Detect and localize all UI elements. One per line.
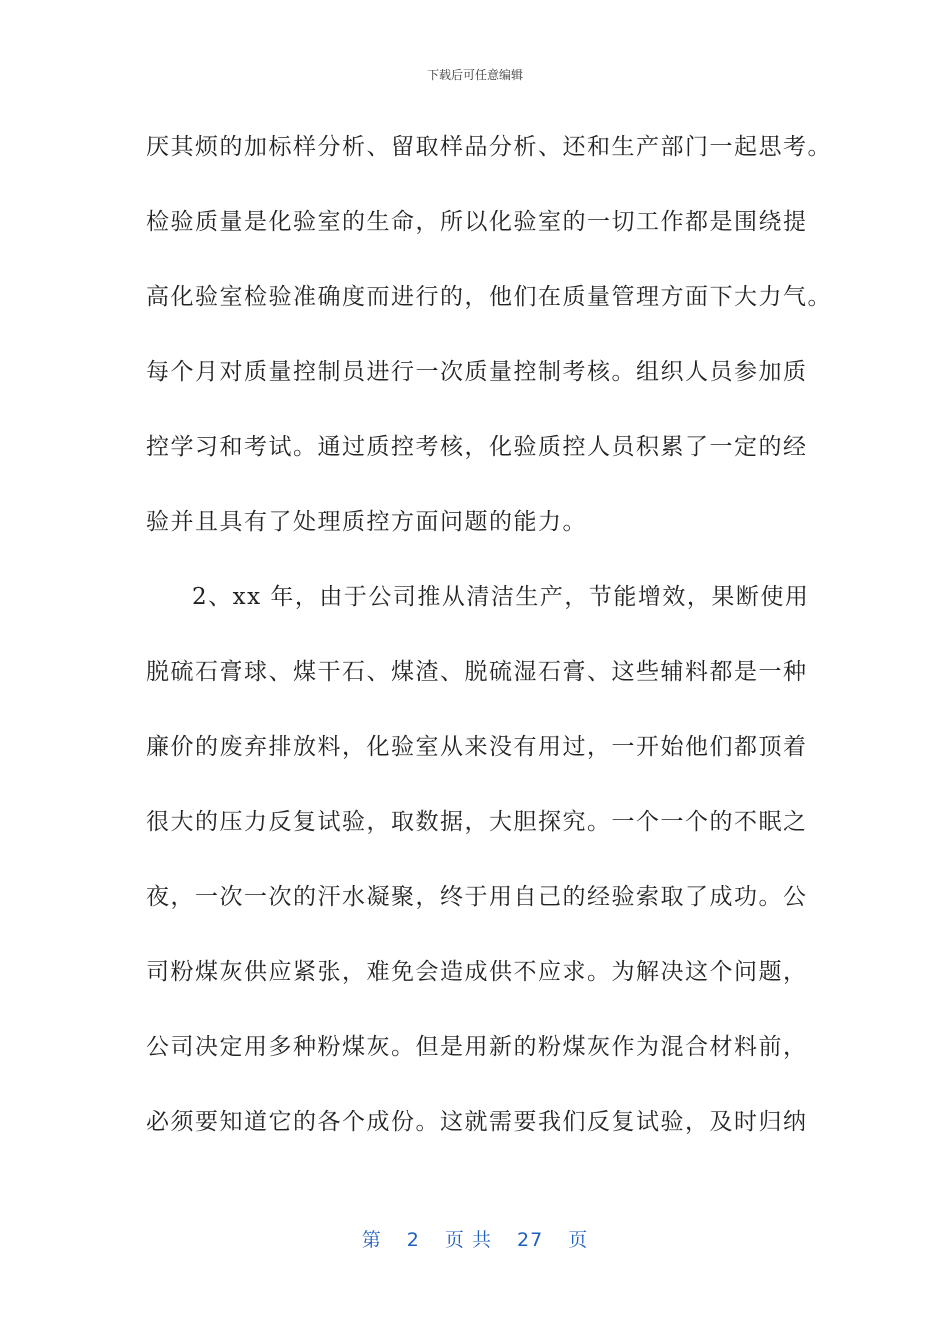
current-page-number: 2: [406, 1229, 420, 1251]
text-line: 每个月对质量控制员进行一次质量控制考核。组织人员参加质: [146, 359, 808, 385]
text-line: 厌其烦的加标样分析、留取样品分析、还和生产部门一起思考。: [146, 134, 832, 160]
page-footer: [0, 1225, 950, 1252]
footer-suffix: 页: [568, 1229, 589, 1251]
text-line: 验并且具有了处理质控方面问题的能力。: [146, 509, 587, 535]
text-line: 公司决定用多种粉煤灰。但是用新的粉煤灰作为混合材料前，: [146, 1034, 808, 1060]
text-line: 必须要知道它的各个成份。这就需要我们反复试验，及时归纳: [146, 1109, 808, 1135]
total-pages-number: 27: [517, 1229, 544, 1251]
footer-middle: 页 共: [444, 1229, 492, 1251]
text-line: 很大的压力反复试验，取数据，大胆探究。一个一个的不眠之: [146, 809, 808, 835]
text-line: 控学习和考试。通过质控考核，化验质控人员积累了一定的经: [146, 434, 808, 460]
text-line: 廉价的废弃排放料，化验室从来没有用过，一开始他们都顶着: [146, 734, 808, 760]
document-body: [146, 118, 832, 1168]
text-line: 高化验室检验准确度而进行的，他们在质量管理方面下大力气。: [146, 284, 832, 310]
text-line: 脱硫石膏球、煤干石、煤渣、脱硫湿石膏、这些辅料都是一种: [146, 659, 808, 685]
page-header: 下载后可任意编辑: [426, 68, 523, 82]
text-line: 夜，一次一次的汗水凝聚，终于用自己的经验索取了成功。公: [146, 884, 808, 910]
paragraph-first-line: 2、xx 年，由于公司推从清洁生产，节能增效，果断使用: [192, 584, 810, 610]
text-line: 检验质量是化验室的生命，所以化验室的一切工作都是围绕提: [146, 209, 808, 235]
text-line: 司粉煤灰供应紧张，难免会造成供不应求。为解决这个问题，: [146, 959, 808, 985]
footer-prefix: 第: [361, 1229, 382, 1251]
